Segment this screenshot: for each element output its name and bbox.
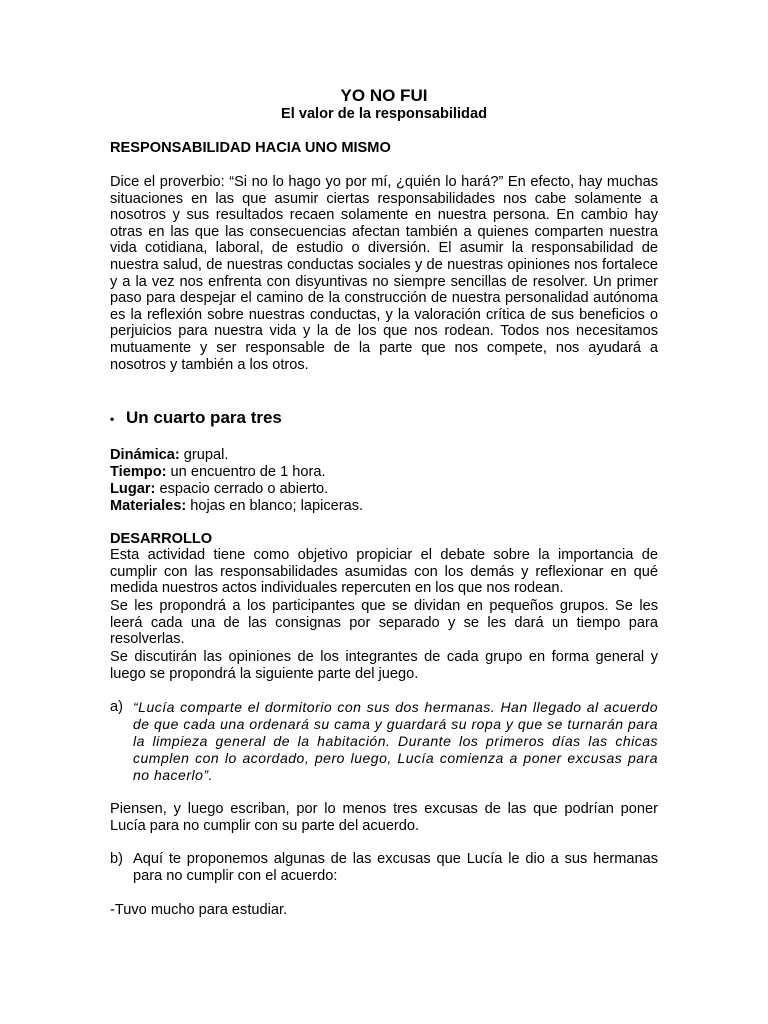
development-paragraph-3: Se discutirán las opiniones de los integrantes de cada grupo en forma general y luego se propondrá la siguiente parte del juego. xyxy=(110,649,658,682)
item-b-text: Aquí te proponemos algunas de las excusas que Lucía le dio a sus hermanas para no cumplir con el acuerdo: xyxy=(133,851,658,884)
detail-value: espacio cerrado o abierto. xyxy=(155,481,329,497)
scenario-text: “Lucía comparte el dormitorio con sus dos hermanas. Han llegado al acuerdo de que cada una ordenará su cama y guardará su ropa y que se turnarán para la limpieza general de la habitación. Durante los primeros días las chicas cumplen con lo acordado, pero luego, Lucía comienza a poner excusas para no hacerlo”. xyxy=(133,699,658,783)
detail-lugar xyxy=(110,481,658,498)
activity-details xyxy=(110,447,658,515)
development-heading: DESARROLLO xyxy=(110,531,213,547)
detail-value: un encuentro de 1 hora. xyxy=(166,464,326,480)
document-title: YO NO FUI xyxy=(340,86,428,105)
section-heading: RESPONSABILIDAD HACIA UNO MISMO xyxy=(110,140,391,156)
list-marker: a) xyxy=(110,699,123,715)
detail-label: Materiales: xyxy=(110,498,187,514)
development-paragraph-2: Se les propondrá a los participantes que se dividan en pequeños grupos. Se les leerá cada una de las consignas por separado y se les dará un tiempo para resolverlas. xyxy=(110,598,658,648)
detail-materiales xyxy=(110,498,658,515)
activity-title: Un cuarto para tres xyxy=(126,408,282,427)
excuse-line: -Tuvo mucho para estudiar. xyxy=(110,902,288,918)
detail-value: hojas en blanco; lapiceras. xyxy=(186,498,364,514)
detail-label: Tiempo: xyxy=(110,464,167,480)
list-marker: b) xyxy=(110,851,123,867)
intro-paragraph: Dice el proverbio: “Si no lo hago yo por mí, ¿quién lo hará?” En efecto, hay muchas situaciones en las que asumir ciertas responsabilidades nos cabe solamente a nosotros y sus resultados recaen solamente en nuestra persona. En cambio hay otras en las que las consecuencias afectan también a quienes comparten nuestra vida cotidiana, laboral, de estudio o diversión. El asumir la responsabilidad de nuestra salud, de nuestras conductas sociales y de nuestras opiniones nos fortalece y a la vez nos enfrenta con disyuntivas no siempre sencillas de resolver. Un primer paso para despejar el camino de la construcción de nuestra personalidad autónoma es la reflexión sobre nuestras conductas, y la valoración crítica de sus beneficios o perjuicios para nuestra vida y la de los que nos rodean. Todos nos necesitamos mutuamente y ser responsable de la parte que nos compete, nos ayudará a nosotros y también a los otros. xyxy=(110,174,658,373)
detail-dinamica xyxy=(110,447,658,464)
bullet-icon: • xyxy=(110,412,115,426)
list-item-b xyxy=(110,851,658,885)
detail-value: grupal. xyxy=(179,447,229,463)
detail-label: Lugar: xyxy=(110,481,156,497)
activity-title-row xyxy=(110,408,658,428)
development-paragraph-1: Esta actividad tiene como objetivo propiciar el debate sobre la importancia de cumplir con las responsabilidades asumidas con los demás y reflexionar en qué medida nuestros actos individuales repercuten en los que nos rodean. xyxy=(110,547,658,597)
detail-tiempo xyxy=(110,464,658,481)
instruction-paragraph: Piensen, y luego escriban, por lo menos tres excusas de las que podrían poner Lucía para no cumplir con su parte del acuerdo. xyxy=(110,801,658,834)
document-subtitle: El valor de la responsabilidad xyxy=(280,106,487,122)
list-item-a xyxy=(110,699,658,784)
detail-label: Dinámica: xyxy=(110,447,180,463)
